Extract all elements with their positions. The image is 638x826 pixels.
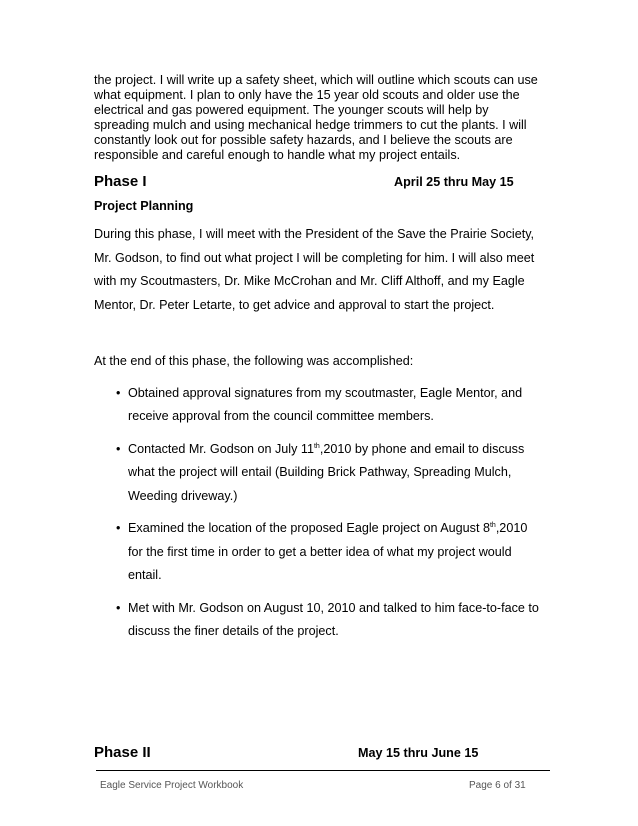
intro-line: constantly look out for possible safety hazards, and I believe the scouts are: [94, 133, 513, 147]
list-item-line: receive approval from the council committee members.: [128, 409, 434, 423]
phase-1-title: Phase I: [94, 173, 147, 190]
list-item-line: Met with Mr. Godson on August 10, 2010 and talked to him face-to-face to: [128, 600, 539, 615]
bullet-icon: •: [116, 600, 121, 615]
list-item-line: Contacted Mr. Godson on July 11: [128, 441, 314, 456]
intro-paragraph: [94, 73, 549, 163]
phase-2-heading: [94, 744, 549, 764]
paragraph-line: Mentor, Dr. Peter Letarte, to get advice and approval to start the project.: [94, 297, 495, 312]
list-item: [94, 382, 549, 429]
phase-1-subheading: Project Planning: [94, 199, 194, 213]
page-number: Page 6 of 31: [469, 780, 526, 791]
phase-2-dates: May 15 thru June 15: [358, 745, 479, 760]
ordinal-suffix: th: [313, 442, 320, 450]
list-item-line: for the first time in order to get a better idea of what my project would: [128, 544, 512, 559]
paragraph-line: During this phase, I will meet with the President of the Save the Prairie Society,: [94, 227, 535, 241]
paragraph-line: with my Scoutmasters, Dr. Mike McCrohan and Mr. Cliff Althoff, and my Eagle: [94, 274, 525, 288]
list-item-line: entail.: [128, 568, 162, 582]
intro-line: responsible and careful enough to handle what my project entails.: [94, 148, 461, 162]
accomplished-intro: At the end of this phase, the following was accomplished:: [94, 354, 414, 368]
list-item-line: ,2010 by phone and email to discuss: [319, 441, 525, 456]
phase-1-paragraph: [94, 223, 549, 317]
list-item: [94, 517, 549, 588]
footer-divider: [96, 770, 550, 771]
list-item: [94, 597, 549, 644]
bullet-icon: •: [116, 521, 121, 535]
bullet-icon: •: [116, 441, 121, 456]
list-item-line: discuss the finer details of the project.: [128, 624, 339, 638]
phase-1-dates: April 25 thru May 15: [394, 175, 514, 189]
list-item-line: ,2010: [495, 521, 528, 535]
footer-title: Eagle Service Project Workbook: [100, 780, 244, 791]
ordinal-suffix: th: [489, 522, 496, 529]
bullet-icon: •: [116, 385, 121, 400]
intro-line: spreading mulch and using mechanical hedge trimmers to cut the plants. I will: [94, 118, 527, 132]
intro-line: the project. I will write up a safety sheet, which will outline which scouts can use: [94, 73, 538, 87]
intro-line: electrical and gas powered equipment. The younger scouts will help by: [94, 103, 489, 117]
phase-2-title: Phase II: [94, 743, 151, 761]
page-content: [94, 73, 549, 764]
phase-1-heading: [94, 173, 549, 193]
paragraph-line: Mr. Godson, to find out what project I will be completing for him. I will also meet: [94, 250, 535, 265]
list-item-line: Examined the location of the proposed Eagle project on August 8: [128, 521, 490, 535]
list-item-line: what the project will entail (Building Brick Pathway, Spreading Mulch,: [128, 465, 512, 479]
list-item: [94, 438, 549, 509]
intro-line: what equipment. I plan to only have the 15 year old scouts and older use the: [94, 88, 520, 102]
accomplished-list: [94, 382, 549, 644]
list-item-line: Obtained approval signatures from my scoutmaster, Eagle Mentor, and: [128, 385, 523, 400]
list-item-line: Weeding driveway.): [128, 488, 238, 503]
